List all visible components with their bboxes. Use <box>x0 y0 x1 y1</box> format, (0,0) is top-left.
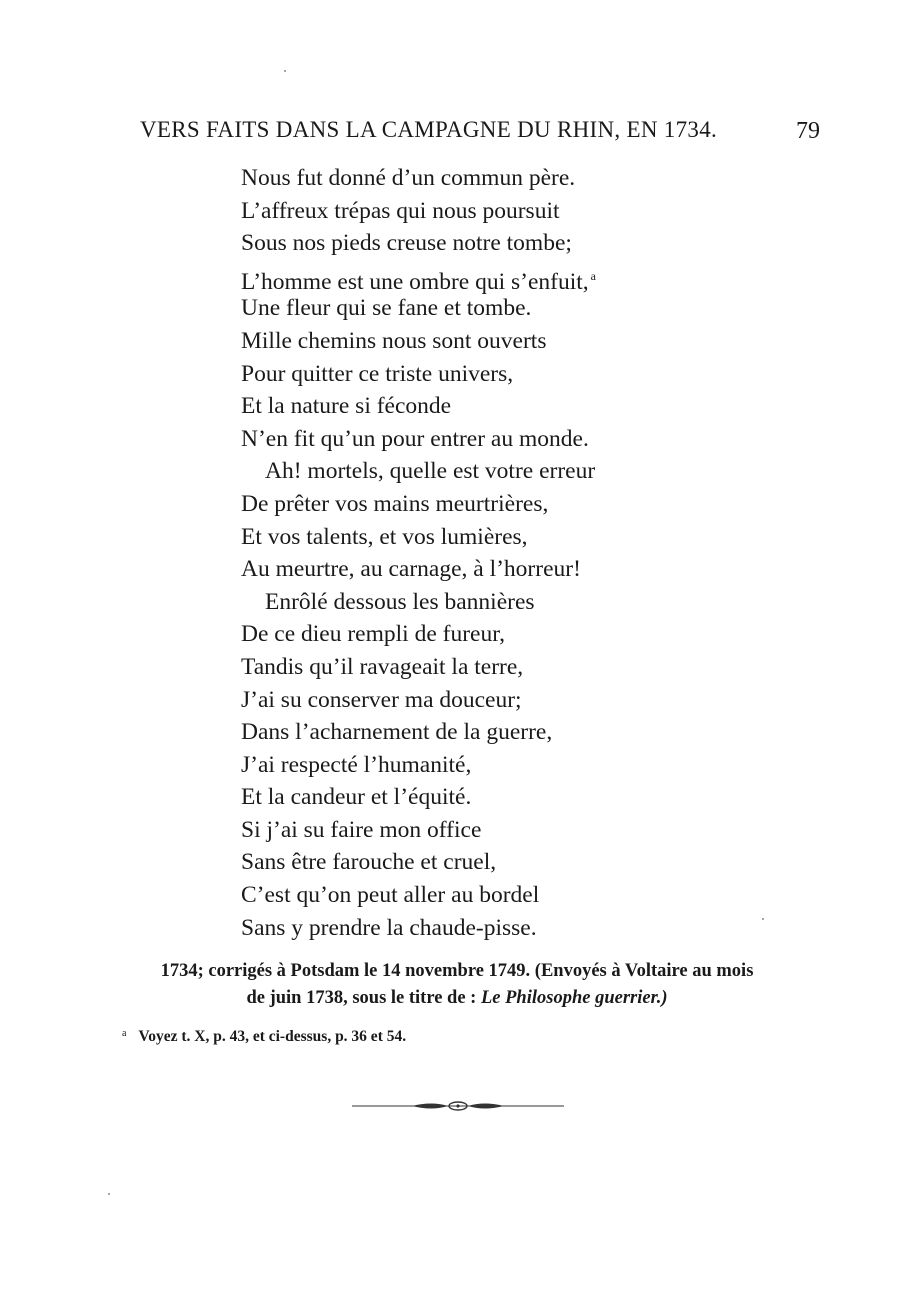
verse-line <box>241 260 596 293</box>
verse-line <box>241 423 596 456</box>
verse-line <box>241 195 596 228</box>
paper-speck <box>762 918 764 920</box>
poem-verses <box>241 162 596 944</box>
verse-text: C’est qu’on peut aller au bordel <box>241 882 540 909</box>
verse-text: Dans l’acharnement de la guerre, <box>241 719 553 746</box>
verse-line <box>241 814 596 847</box>
ornament-rule <box>352 1098 564 1114</box>
verse-text: L’affreux trépas qui nous poursuit <box>241 197 560 224</box>
verse-text: Et vos talents, et vos lumières, <box>241 523 528 550</box>
verse-text: Si j’ai su faire mon office <box>241 816 482 843</box>
dateline-line-1: 1734; corrigés à Potsdam le 14 novembre 1749. (Envoyés à Voltaire au mois <box>160 961 754 981</box>
verse-text: Nous fut donné d’un commun père. <box>241 165 576 191</box>
verse-text: Ah! mortels, quelle est votre erreur <box>265 458 596 485</box>
verse-line <box>241 651 596 684</box>
footnote-text: Voyez t. X, p. 43, et ci-dessus, p. 36 et 54. <box>138 1028 407 1045</box>
verse-text: De prêter vos mains meurtrières, <box>241 490 549 517</box>
footnote-mark: a <box>122 1028 127 1039</box>
verse-line <box>241 716 596 749</box>
verse-line <box>241 912 596 945</box>
verse-text: N’en fit qu’un pour entrer au monde. <box>241 425 589 452</box>
verse-line <box>241 325 596 358</box>
verse-line <box>241 586 596 619</box>
verse-text: Et la candeur et l’équité. <box>241 784 472 811</box>
verse-line <box>241 553 596 586</box>
verse-line <box>241 455 596 488</box>
verse-line <box>241 521 596 554</box>
verse-text: Tandis qu’il ravageait la terre, <box>241 653 524 680</box>
verse-text: Pour quitter ce triste univers, <box>241 360 514 387</box>
verse-text: De ce dieu rempli de fureur, <box>241 621 505 648</box>
verse-line <box>241 684 596 717</box>
verse-text: Sans y prendre la chaude-pisse. <box>241 914 537 941</box>
verse-line <box>241 488 596 521</box>
paper-speck <box>284 70 286 72</box>
verse-line <box>241 292 596 325</box>
page-number: 79 <box>796 118 820 144</box>
verse-line <box>241 618 596 651</box>
verse-line <box>241 879 596 912</box>
verse-line <box>241 227 596 260</box>
verse-line <box>241 162 596 195</box>
paper-speck <box>108 1193 110 1195</box>
ornament-right-leaf <box>468 1104 504 1109</box>
verse-text: Une fleur qui se fane et tombe. <box>241 295 532 322</box>
footnote <box>122 1028 406 1046</box>
running-title: VERS FAITS DANS LA CAMPAGNE DU RHIN, EN 1734. <box>140 117 718 142</box>
running-head <box>140 117 830 151</box>
verse-text: Et la nature si féconde <box>241 393 452 420</box>
dateline <box>112 958 802 1012</box>
verse-line <box>241 749 596 782</box>
dateline-line-2 <box>112 985 802 1012</box>
work-title: Le Philosophe guerrier.) <box>480 988 668 1008</box>
verse-text: Sans être farouche et cruel, <box>241 849 497 876</box>
footnote-reference: a <box>590 268 596 283</box>
verse-line <box>241 781 596 814</box>
verse-text: J’ai su conserver ma douceur; <box>241 686 522 713</box>
verse-line <box>241 358 596 391</box>
verse-text: L’homme est une ombre qui s’enfuit, <box>241 268 589 295</box>
ornament-dot <box>456 1104 459 1107</box>
verse-text: Enrôlé dessous les bannières <box>265 588 535 615</box>
verse-line <box>241 390 596 423</box>
verse-text: Mille chemins nous sont ouverts <box>241 327 547 354</box>
verse-text: Sous nos pieds creuse notre tombe; <box>241 230 572 257</box>
verse-text: J’ai respecté l’humanité, <box>241 751 472 778</box>
dateline-line-2-prefix: de juin 1738, sous le titre de : <box>246 988 481 1008</box>
verse-text: Au meurtre, au carnage, à l’horreur! <box>241 556 581 583</box>
verse-line <box>241 846 596 879</box>
ornament-left-leaf <box>412 1104 448 1109</box>
